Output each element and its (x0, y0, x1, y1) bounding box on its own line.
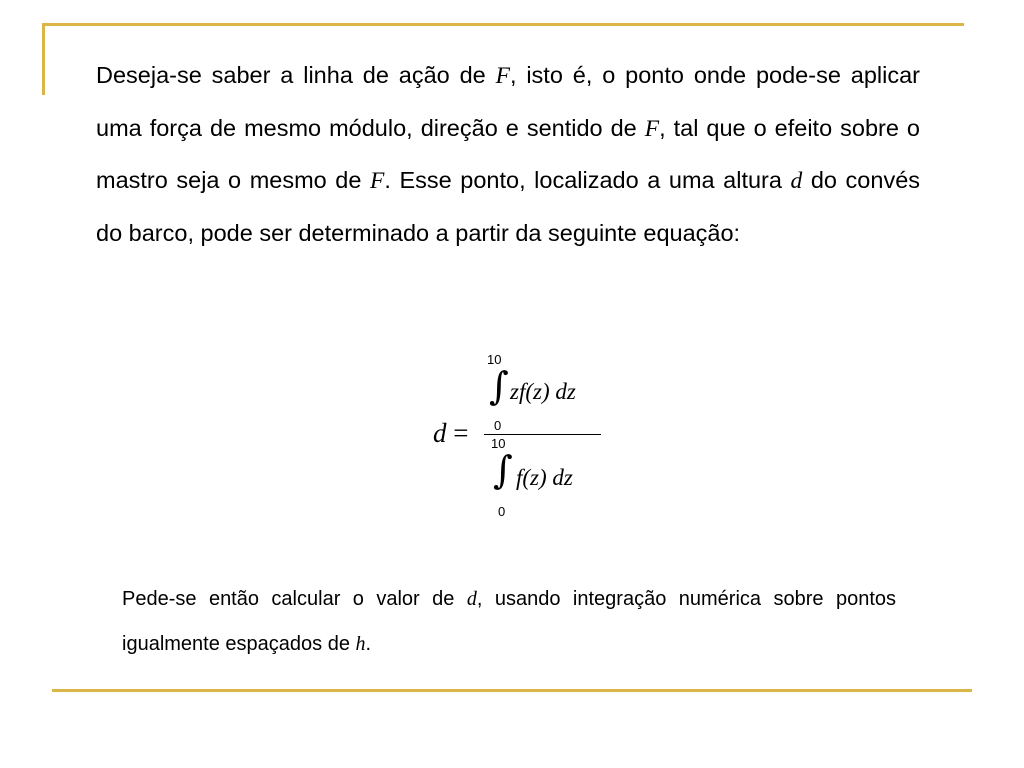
text-segment: , isto é, o ponto onde pode-se aplicar uma força de mesmo módulo, direção e sentido de (96, 62, 920, 141)
denominator-integrand: f(z) dz (516, 465, 573, 490)
variable-f: F (644, 115, 660, 142)
equals-sign: = (446, 418, 469, 448)
intro-paragraph (96, 50, 920, 259)
equation-lhs (433, 418, 468, 449)
denominator-integral-sign: ∫ (493, 448, 513, 492)
variable-f: F (495, 63, 510, 89)
task-paragraph (122, 577, 896, 667)
text-segment: , tal que o efeito sobre o mastro seja o mesmo de (96, 114, 920, 193)
text-segment: . Esse ponto, localizado a uma altura (384, 167, 791, 193)
text-segment: . (365, 633, 372, 655)
variable-d: d (466, 588, 477, 610)
variable-f: F (370, 168, 385, 194)
frame-left-rule (42, 23, 45, 95)
variable-d: d (790, 168, 803, 194)
denominator-upper-limit: 10 (491, 436, 506, 451)
text-segment: Pede-se então calcular o valor de (122, 588, 467, 610)
equation-block (420, 345, 620, 525)
equation-lhs-variable: d (433, 418, 447, 448)
numerator-lower-limit: 0 (494, 418, 502, 433)
numerator-integrand: zf(z) dz (510, 379, 576, 404)
frame-bottom-rule (52, 689, 972, 692)
text-segment: , usando integração numérica sobre pontos igualmente espaçados de (122, 588, 896, 655)
denominator-lower-limit: 0 (498, 504, 506, 519)
numerator-upper-limit: 10 (487, 352, 502, 367)
text-segment: Deseja-se saber a linha de ação de (96, 62, 496, 88)
text-segment: do convés do barco, pode ser determinado a partir da seguinte equação: (96, 167, 921, 246)
frame-top-rule (42, 23, 964, 26)
numerator-integral-sign: ∫ (489, 364, 509, 408)
variable-h: h (355, 633, 366, 655)
